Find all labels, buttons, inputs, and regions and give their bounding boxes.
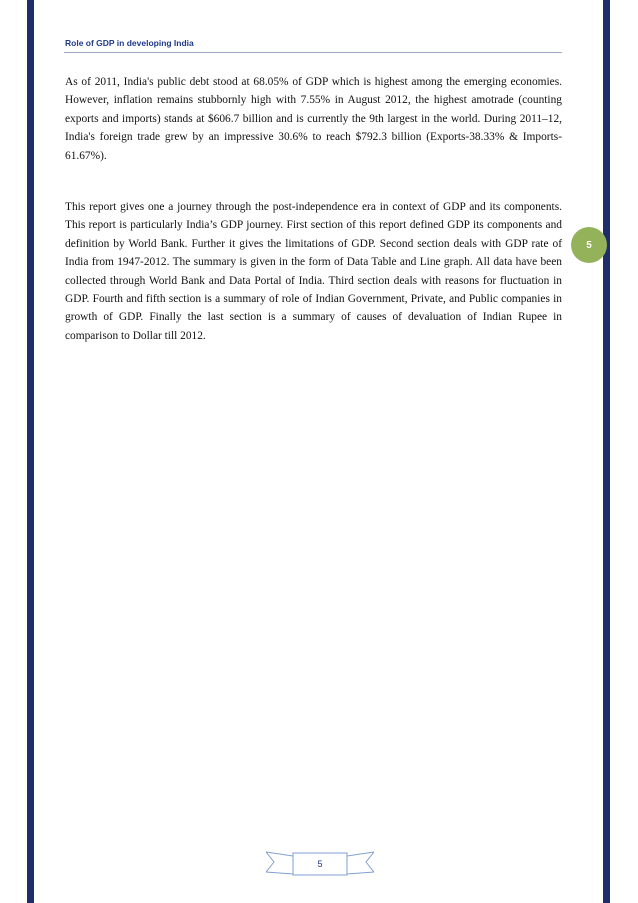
footer-page-number-text: 5 xyxy=(317,859,323,869)
header-divider xyxy=(64,52,562,53)
right-page-border xyxy=(603,0,610,903)
body-paragraph-1: As of 2011, India's public debt stood at 68.05% of GDP which is highest among the emerging economies. However, inflation remains stubbornly high with 7.55% in August 2012, the highest amotrade (counting exports and imports) stands at $606.7 billion and is currently the 9th largest in the world. During 2011–12, India's foreign trade grew by an impressive 30.6% to reach $792.3 billion (Exports-38.33% & Imports-61.67%). xyxy=(65,76,562,162)
body-paragraph-2: This report gives one a journey through the post-independence era in context of GDP and its components. This report is particularly India’s GDP journey. First section of this report defined GDP its components and definition by World Bank. Further it gives the limitations of GDP. Second section deals with GDP rate of India from 1947-2012. The summary is given in the form of Data Table and Line graph. All data have been collected through World Bank and Data Portal of India. Third section deals with reasons for fluctuation in GDP. Fourth and fifth section is a summary of role of Indian Government, Private, and Public companies in growth of GDP. Finally the last section is a summary of causes of devaluation of Indian Rupee in comparison to Dollar till 2012. xyxy=(65,201,562,342)
page-header-title: Role of GDP in developing India xyxy=(65,38,194,48)
left-page-border xyxy=(27,0,34,903)
footer-page-number xyxy=(266,848,374,878)
side-page-number-badge: 5 xyxy=(571,227,607,263)
